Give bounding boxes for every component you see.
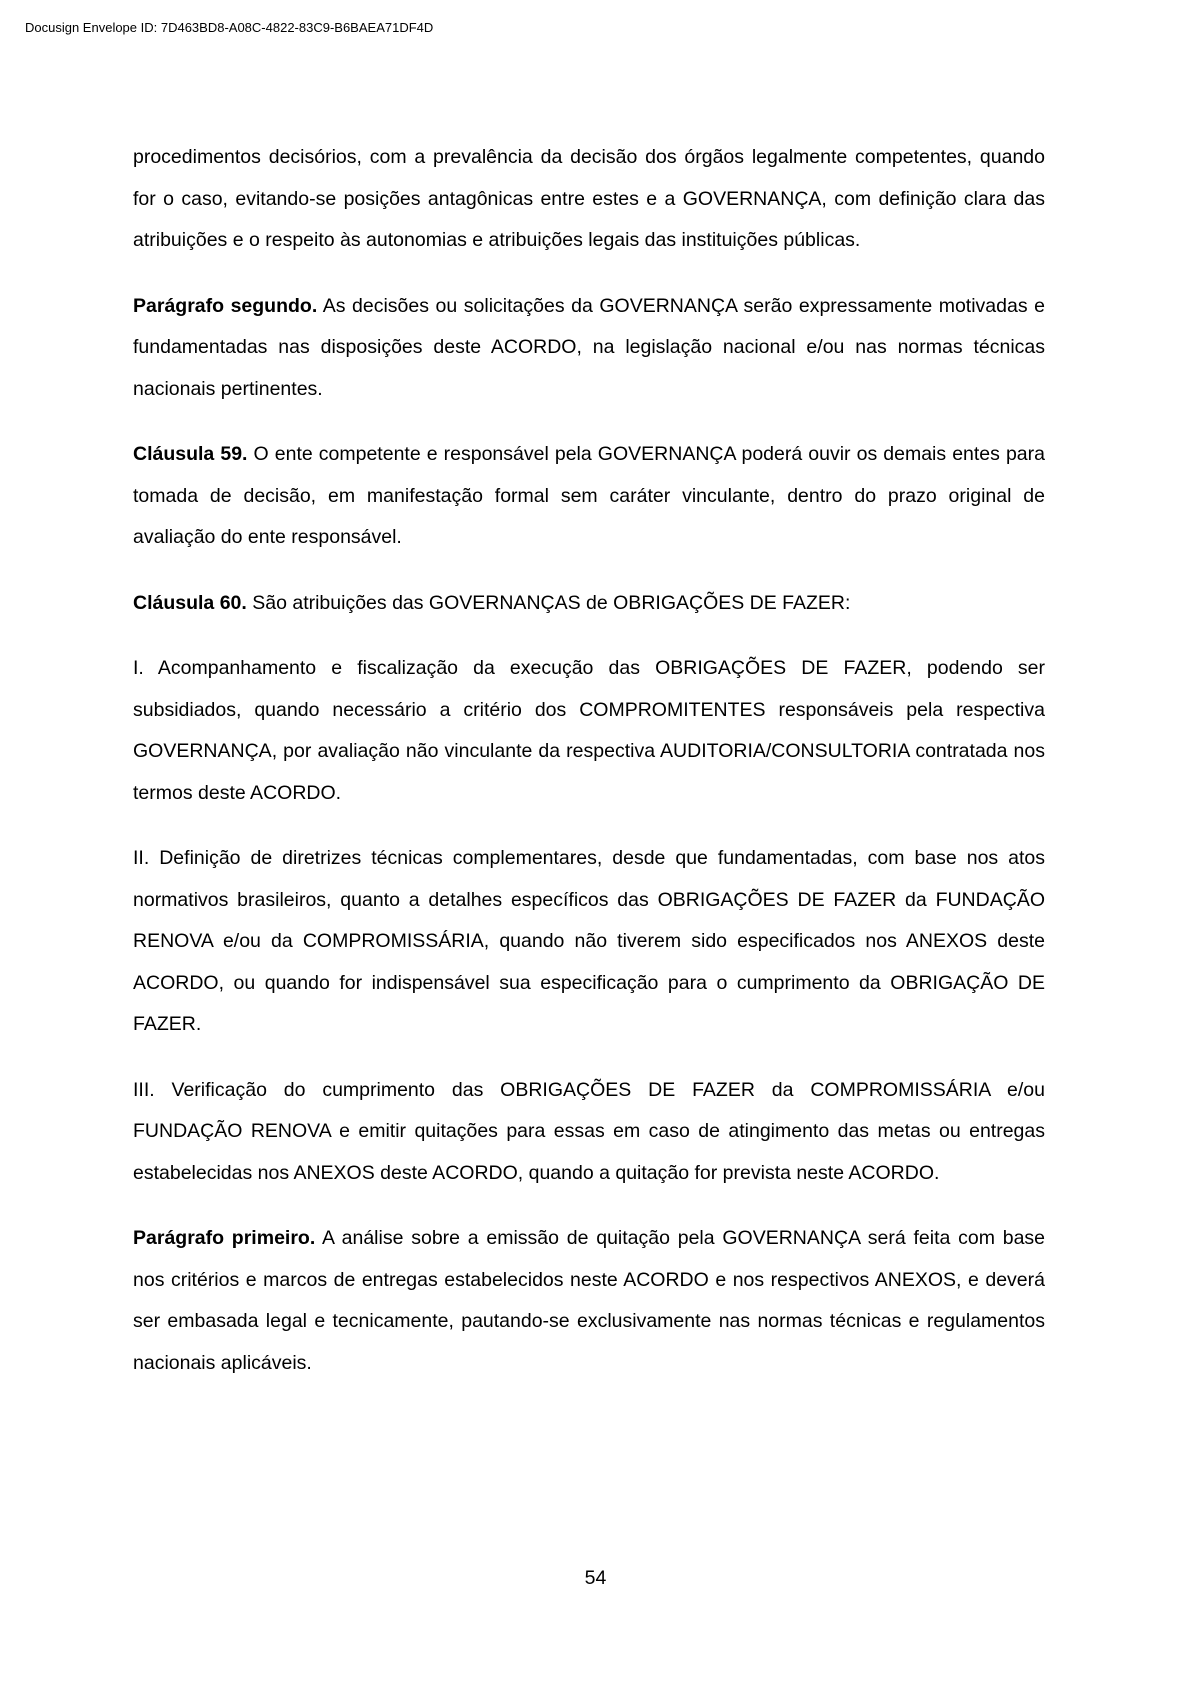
paragraph-paragrafo-primeiro xyxy=(133,1218,1045,1384)
document-body xyxy=(133,137,1045,1408)
paragraph-text: III. Verificação do cumprimento das OBRIGAÇÕES DE FAZER da COMPROMISSÁRIA e/ou FUNDAÇÃO RENOVA e emitir quitações para essas em caso de atingimento das metas ou entregas estabelecidas nos ANEXOS deste ACORDO, quando a quitação for prevista neste ACORDO. xyxy=(133,1078,1045,1184)
paragraph-text: As decisões ou solicitações da GOVERNANÇA serão expressamente motivadas e fundamentadas nas disposições deste ACORDO, na legislação nacional e/ou nas normas técnicas nacionais pertinentes. xyxy=(133,294,1045,400)
paragraph-clausula-60 xyxy=(133,583,1045,625)
paragraph-text: II. Definição de diretrizes técnicas complementares, desde que fundamentadas, com base nos atos normativos brasileiros, quanto a detalhes específicos das OBRIGAÇÕES DE FAZER da FUNDAÇÃO RENOVA e/ou da COMPROMISSÁRIA, quando não tiverem sido especificados nos ANEXOS deste ACORDO, ou quando for indispensável sua especificação para o cumprimento da OBRIGAÇÃO DE FAZER. xyxy=(133,847,1045,1035)
paragraph-item-ii xyxy=(133,838,1045,1046)
docusign-envelope-id: Docusign Envelope ID: 7D463BD8-A08C-4822-83C9-B6BAEA71DF4D xyxy=(25,20,434,35)
paragraph-text: São atribuições das GOVERNANÇAS de OBRIGAÇÕES DE FAZER: xyxy=(246,591,851,614)
paragraph-clausula-59 xyxy=(133,434,1045,559)
paragraph-item-iii xyxy=(133,1070,1045,1195)
paragraph-text: I. Acompanhamento e fiscalização da execução das OBRIGAÇÕES DE FAZER, podendo ser subsidiados, quando necessário a critério dos COMPROMITENTES responsáveis pela respectiva GOVERNANÇA, por avaliação não vinculante da respectiva AUDITORIA/CONSULTORIA contratada nos termos deste ACORDO. xyxy=(133,657,1045,804)
paragraph-paragrafo-segundo xyxy=(133,286,1045,411)
paragraph-lead: Parágrafo primeiro. xyxy=(133,1227,316,1249)
paragraph-item-i xyxy=(133,648,1045,814)
paragraph-text: O ente competente e responsável pela GOVERNANÇA poderá ouvir os demais entes para tomada de decisão, em manifestação formal sem caráter vinculante, dentro do prazo original de avaliação do ente responsável. xyxy=(133,443,1045,548)
paragraph-lead: Cláusula 59. xyxy=(133,443,248,465)
paragraph-lead: Cláusula 60. xyxy=(133,591,247,614)
paragraph-text: A análise sobre a emissão de quitação pela GOVERNANÇA será feita com base nos critérios e marcos de entregas estabelecidos neste ACORDO e nos respectivos ANEXOS, e deverá ser embasada legal e tecnicamente, pautando-se exclusivamente nas normas técnicas e regulamentos nacionais aplicáveis. xyxy=(133,1227,1046,1374)
paragraph-lead: Parágrafo segundo. xyxy=(133,294,318,317)
paragraph-text: procedimentos decisórios, com a prevalência da decisão dos órgãos legalmente competentes, quando for o caso, evitando-se posições antagônicas entre estes e a GOVERNANÇA, com definição clara das atribuições e o respeito às autonomias e atribuições legais das instituições públicas. xyxy=(133,146,1045,251)
page-number: 54 xyxy=(584,1567,607,1589)
paragraph-continuation xyxy=(133,137,1045,262)
